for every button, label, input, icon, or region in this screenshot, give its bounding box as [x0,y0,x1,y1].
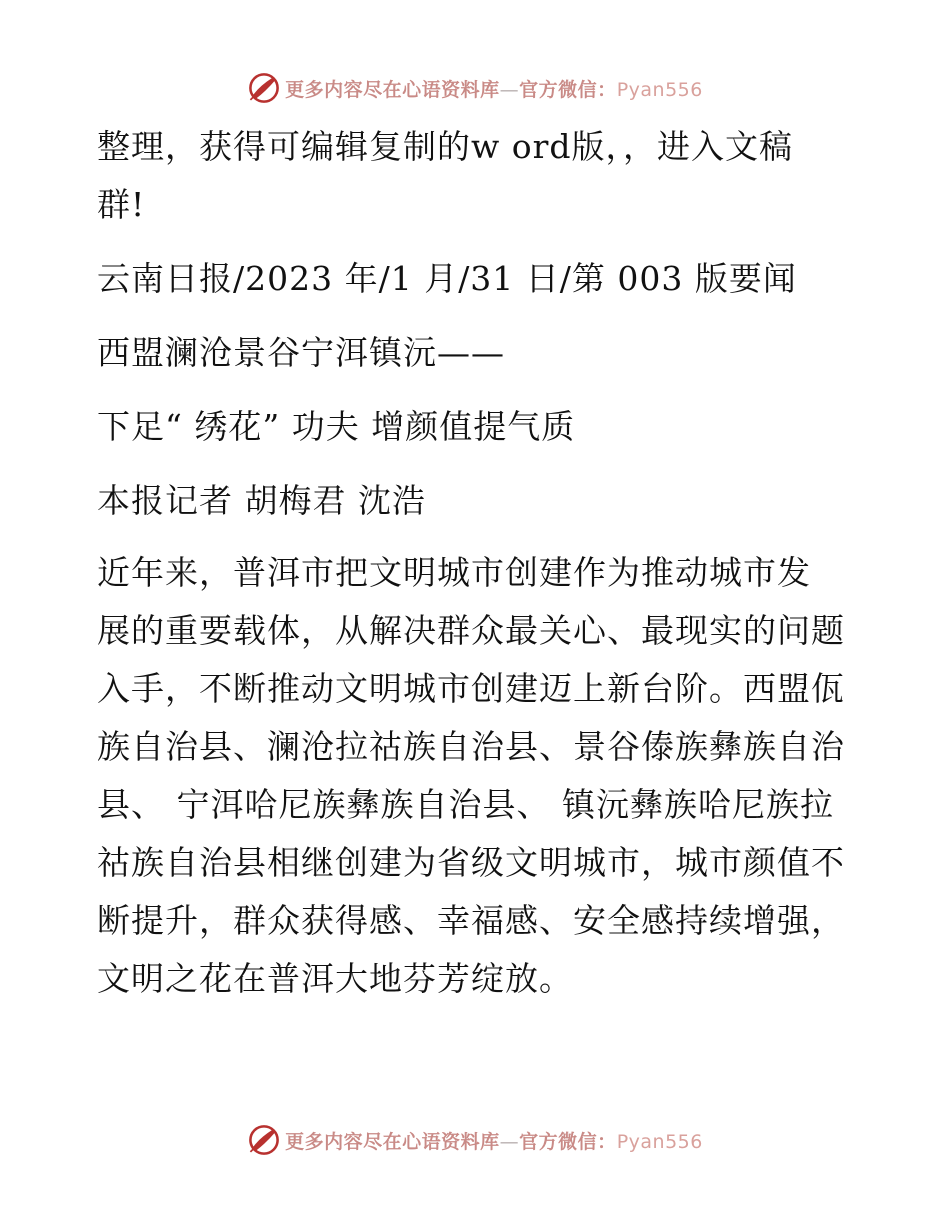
headline-line: 下足“ 绣花” 功夫 增颜值提气质 [97,407,576,446]
body-line: 断提升，群众获得感、幸福感、安全感持续增强， [97,901,845,940]
body-line: 族自治县、澜沧拉祜族自治县、景谷傣族彝族自治 [97,727,845,766]
watermark-text: 更多内容尽在心语资料库—官方微信：Pyan556 [285,78,703,101]
source-line: 云南日报/2023 年/1 月/31 日/第 003 版要闻 [97,259,797,298]
footer-watermark [0,1120,950,1160]
body-line: 入手，不断推动文明城市创建迈上新台阶。西盟佤 [97,669,845,708]
headline-line: 西盟澜沧景谷宁洱镇沅—— [97,333,505,372]
body-line: 祜族自治县相继创建为省级文明城市，城市颜值不 [97,843,845,882]
byline: 本报记者 胡梅君 沈浩 [97,481,426,520]
header-watermark [0,68,950,108]
body-line: 展的重要载体，从解决群众最关心、最现实的问题 [97,611,845,650]
body-line: 县、 宁洱哈尼族彝族自治县、 镇沅彝族哈尼族拉 [97,785,834,824]
body-paragraph [97,544,857,1008]
body-line: 文明之花在普洱大地芬芳绽放。 [97,959,573,998]
document-body [97,118,857,1008]
body-line: 近年来，普洱市把文明城市创建作为推动城市发 [97,553,811,592]
watermark-text: 更多内容尽在心语资料库—官方微信：Pyan556 [285,1130,703,1153]
intro-line: 群! [97,185,146,224]
pen-logo-icon [247,71,281,105]
pen-logo-icon [247,1123,281,1157]
intro-line: 整理，获得可编辑复制的w ord版，，进入文稿 [97,127,794,166]
